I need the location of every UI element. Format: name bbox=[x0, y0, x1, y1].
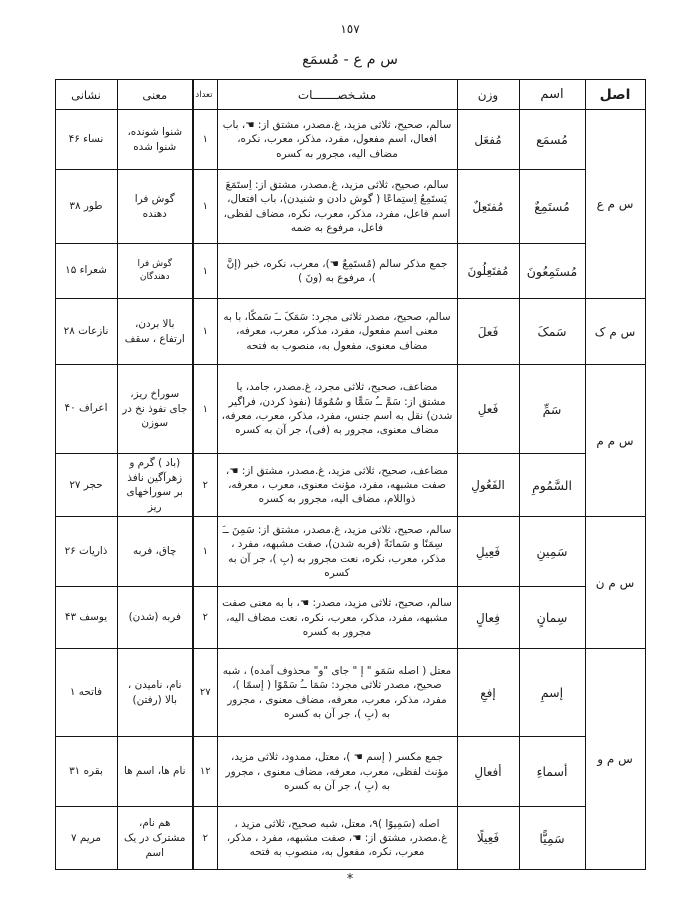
name-cell: أسماءِ bbox=[519, 737, 585, 807]
pattern-cell: فَعلَ bbox=[457, 299, 519, 365]
pattern-cell: فَعلِ bbox=[457, 365, 519, 454]
details-cell: سالم، صحیح، ثلاثی مزید، غ.مصدر، مشتق از: ☚، باب افعال، اسم مفعول، مفرد، مذکر، معرب، نکره، مضاف الیه، مجرور به کسره bbox=[217, 110, 457, 170]
ref-cell: فاتحه ۱ bbox=[55, 649, 117, 737]
footnote-asterisk: * bbox=[346, 872, 354, 888]
table-row bbox=[55, 299, 645, 365]
pattern-cell: فَعِيلًا bbox=[457, 807, 519, 870]
name-cell: السَّمُومِ bbox=[519, 454, 585, 517]
meaning-cell: شنوا شونده، شنوا شده bbox=[117, 110, 193, 170]
pattern-cell: فَعِيلِ bbox=[457, 517, 519, 587]
root-cell: س م ع bbox=[585, 110, 645, 299]
meaning-cell: نام ها، اسم ها bbox=[117, 737, 193, 807]
ref-cell: بقره ۳۱ bbox=[55, 737, 117, 807]
pattern-cell: أفعالِ bbox=[457, 737, 519, 807]
name-cell: سَمِّ bbox=[519, 365, 585, 454]
table-row bbox=[55, 587, 645, 649]
ref-cell: طور ۳۸ bbox=[55, 170, 117, 244]
name-cell: سَمکَ bbox=[519, 299, 585, 365]
pattern-cell: مُفعَل bbox=[457, 110, 519, 170]
name-cell: إسمِ bbox=[519, 649, 585, 737]
pattern-cell: مُفتَعِلُونَ bbox=[457, 244, 519, 299]
meaning-cell: نام، نامیدن ، بالا (رفتن) bbox=[117, 649, 193, 737]
table-row bbox=[55, 807, 645, 870]
count-cell: ١ bbox=[193, 517, 217, 587]
details-cell: مضاعف، صحیح، ثلاثی مجرد، غ.مصدر، جامد، یا مشتق از: سَمَّ ــُ سَمًّا و سُمُومًا (نفوذ کردن، فراگیر شدن) نقل به اسم جنس، مفرد، مذکر، معرب، معرفه، مضاف معنوی، مجرور به (فی)، جر آن به کسره bbox=[217, 365, 457, 454]
ref-cell: حجر ۲۷ bbox=[55, 454, 117, 517]
count-cell: ٢ bbox=[193, 587, 217, 649]
name-cell: سَمِينِ bbox=[519, 517, 585, 587]
details-cell: جمع مکسر ( إسم ☚ )، معتل، ممدود، ثلاثی مزید، مؤنث لفظی، معرب، معرفه، مضاف معنوی ، مجرور به (بِ )، جر آن به کسره bbox=[217, 737, 457, 807]
ref-cell: اعراف ۴۰ bbox=[55, 365, 117, 454]
table-row bbox=[55, 517, 645, 587]
ref-cell: یوسف ۴۳ bbox=[55, 587, 117, 649]
meaning-cell: سوراخ ریز، جای نفوذ نخ در سوزن bbox=[117, 365, 193, 454]
header-count: تعداد bbox=[193, 80, 217, 110]
ref-cell: نازعات ۲۸ bbox=[55, 299, 117, 365]
header-details: مشـخصـــــــات bbox=[217, 80, 457, 110]
root-cell: س م م bbox=[585, 365, 645, 517]
meaning-cell: هم نام، مشترک در یک اسم bbox=[117, 807, 193, 870]
root-cell: س م ک bbox=[585, 299, 645, 365]
details-cell: سالم، صحیح، ثلاثی مزید، مصدر: ☚، با به معنی صفت مشبهه، مفرد، مذکر، معرب، نکره، نعت مضاف الیه، مجرور به کسره bbox=[217, 587, 457, 649]
details-cell: سالم، صحیح، ثلاثی مزید، غ.مصدر، مشتق از: اِستَمَعَ یَستَمِعُ اِستِماعًا ( گوش دادن و شنیدن)، باب افتعال، اسم فاعل، مفرد، مذکر، معرب، نکره، مضاف لفظی، فاعل، مرفوع به ضمه bbox=[217, 170, 457, 244]
name-cell: مُسمَع bbox=[519, 110, 585, 170]
header-root: اصل bbox=[585, 80, 645, 110]
morphology-table bbox=[55, 79, 646, 870]
count-cell: ٢ bbox=[193, 454, 217, 517]
name-cell: مُستَمِعُونَ bbox=[519, 244, 585, 299]
header-ref: نشانی bbox=[55, 80, 117, 110]
table-row bbox=[55, 737, 645, 807]
table-row bbox=[55, 365, 645, 454]
ref-cell: ذاریات ۲۶ bbox=[55, 517, 117, 587]
meaning-cell: گوش فرا دهنده bbox=[117, 170, 193, 244]
details-cell: جمع مذکر سالم (مُستَمِعٌ ☚)، معرب، نکره، خبر (إنَّ )، مرفوع به (ونَ ) bbox=[217, 244, 457, 299]
page-title: س م ع - مُسمَع bbox=[302, 52, 398, 68]
count-cell: ١ bbox=[193, 299, 217, 365]
pattern-cell: مُفتَعِلٌ bbox=[457, 170, 519, 244]
ref-cell: شعراء ۱۵ bbox=[55, 244, 117, 299]
count-cell: ٢ bbox=[193, 807, 217, 870]
table-row bbox=[55, 649, 645, 737]
meaning-cell: گوش فرا دهندگان bbox=[117, 244, 193, 299]
header-name: اسم bbox=[519, 80, 585, 110]
details-cell: معتل ( اصله سَمَو " إ " جای "و" محذوف آمده) ، شبه صحیح، مصدر ثلاثی مجرد: سَمَا ــُ سَمْوًا ( إسمًا )، مفرد، مذکر، معرب، معرفه، مضاف معنوی ، مجرور به (بِ )، جر آن به کسره bbox=[217, 649, 457, 737]
count-cell: ١ bbox=[193, 110, 217, 170]
table-header-row bbox=[55, 80, 645, 110]
details-cell: سالم، صحیح، ثلاثی مزید، غ.مصدر، مشتق از: سَمِنَ ــَ سِمَنًا و سَمانَةً (فربه شدن)، صفت مشبهه، مفرد ، مذکر، معرب، نکره، نعت مجرور به (بِ )، جر آن به کسره bbox=[217, 517, 457, 587]
details-cell: اصله (سَمِيوًا )۹، معتل، شبه صحیح، ثلاثی مزید ، غ.مصدر، مشتق از: ☚، صفت مشبهه، مفرد ، مذکر، معرب، نکره، مفعول به، منصوب به فتحه bbox=[217, 807, 457, 870]
name-cell: سَمِيًّا bbox=[519, 807, 585, 870]
pattern-cell: الفَعُولِ bbox=[457, 454, 519, 517]
details-cell: مضاعف، صحیح، ثلاثی مزید، غ.مصدر، مشتق از: ☚، صفت مشبهه، مفرد، مؤنث معنوی، معرب ، معرفه، ذواللام، مضاف الیه، مجرور به کسره bbox=[217, 454, 457, 517]
root-cell: س م ن bbox=[585, 517, 645, 649]
ref-cell: نساء ۴۶ bbox=[55, 110, 117, 170]
name-cell: مُستَمِعٌ bbox=[519, 170, 585, 244]
page-number: ١٥٧ bbox=[340, 22, 360, 36]
pattern-cell: فِعالٍ bbox=[457, 587, 519, 649]
table-row bbox=[55, 454, 645, 517]
ref-cell: مریم ۷ bbox=[55, 807, 117, 870]
table-row bbox=[55, 110, 645, 170]
root-cell: س م و bbox=[585, 649, 645, 870]
count-cell: ١٢ bbox=[193, 737, 217, 807]
meaning-cell: بالا بردن، ارتفاع ، سقف bbox=[117, 299, 193, 365]
meaning-cell: (باد ) گرم و زهرآگین نافذ بر سوراخهای ریز bbox=[117, 454, 193, 517]
meaning-cell: چاق، فربه bbox=[117, 517, 193, 587]
pattern-cell: إفعِ bbox=[457, 649, 519, 737]
meaning-cell: فربه (شدن) bbox=[117, 587, 193, 649]
header-meaning: معنی bbox=[117, 80, 193, 110]
count-cell: ١ bbox=[193, 244, 217, 299]
table-row bbox=[55, 244, 645, 299]
count-cell: ١ bbox=[193, 170, 217, 244]
name-cell: سِمانٍ bbox=[519, 587, 585, 649]
table-row bbox=[55, 170, 645, 244]
header-pattern: وزن bbox=[457, 80, 519, 110]
details-cell: سالم، صحیح، مصدر ثلاثی مجرد: سَمَکَ ــَ سَمکًا، با به معنی اسم مفعول، مفرد، مذکر، معرب، معرفه، مضاف معنوی، مفعول به، منصوب به فتحه bbox=[217, 299, 457, 365]
count-cell: ٢٧ bbox=[193, 649, 217, 737]
count-cell: ١ bbox=[193, 365, 217, 454]
